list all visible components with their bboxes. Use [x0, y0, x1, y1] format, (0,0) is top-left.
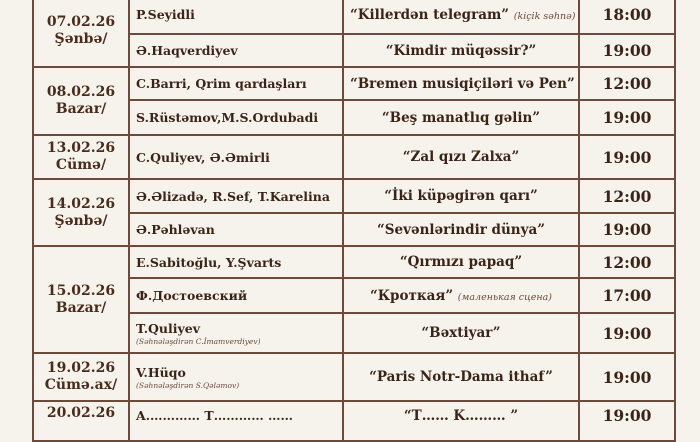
time-cell — [579, 100, 675, 135]
author-cell — [129, 0, 343, 34]
author-cell — [129, 179, 343, 213]
table-row — [33, 353, 675, 401]
author: E.Sabitoğlu, Y.Şvarts — [136, 254, 282, 270]
date: 08.02.26 — [46, 84, 116, 100]
title-cell — [343, 353, 579, 401]
author: S.Rüstəmov,M.S.Ordubadi — [136, 110, 319, 125]
date: 13.02.26 — [46, 140, 116, 156]
play-title: “Qırmızı papaq” — [399, 254, 523, 270]
author-cell — [129, 34, 343, 67]
table-row — [33, 67, 675, 100]
author: C.Quliyev, Ə.Əmirli — [136, 149, 270, 165]
director-note: (Səhnələşdirən S.Qələmov) — [136, 380, 240, 390]
time-cell — [579, 67, 675, 100]
show-time: 18:00 — [602, 5, 652, 24]
table-row — [33, 0, 675, 34]
date-cell — [33, 135, 129, 179]
table-row — [33, 100, 675, 135]
title-cell — [343, 100, 579, 135]
author: T.Quliyev — [136, 320, 200, 336]
play-title: “Bremen musiqiçiləri və Pen” — [350, 75, 575, 92]
time-cell — [579, 179, 675, 213]
time-cell — [579, 135, 675, 179]
author-cell — [129, 67, 343, 100]
show-time: 12:00 — [602, 252, 652, 272]
stage-note: (маленькая сцена) — [457, 291, 552, 303]
table-row — [33, 34, 675, 67]
table-row — [33, 135, 675, 179]
play-title: “Sevənlərindir dünya” — [377, 221, 545, 238]
title-cell — [343, 278, 579, 313]
time-cell — [579, 34, 675, 67]
time-cell — [579, 213, 675, 246]
time-cell — [579, 0, 675, 34]
date-cell — [33, 179, 129, 246]
show-time: 12:00 — [602, 186, 652, 206]
weekday: Cümə/ — [55, 157, 107, 173]
title-cell — [343, 34, 579, 67]
show-time: 17:00 — [602, 286, 652, 305]
date: 20.02.26 — [46, 405, 116, 421]
play-title: “Kimdir müqəssir?” — [385, 42, 537, 59]
time-cell — [579, 246, 675, 278]
table-row — [33, 313, 675, 353]
date: 15.02.26 — [46, 282, 116, 299]
weekday: Cümə.ax/ — [44, 377, 118, 393]
show-time: 12:00 — [602, 74, 652, 93]
title-cell — [343, 213, 579, 246]
performance-schedule-table — [32, 0, 676, 442]
author-cell — [129, 313, 343, 353]
play-title: “Killerdən telegram” — [350, 6, 510, 23]
show-time: 19:00 — [602, 108, 652, 127]
show-time: 19:00 — [602, 147, 652, 167]
table-row — [33, 246, 675, 278]
time-cell — [579, 278, 675, 313]
schedule-sheet — [32, 0, 672, 434]
author-cell — [129, 213, 343, 246]
author: Ə.Pəhləvan — [136, 222, 215, 237]
show-time: 19:00 — [602, 323, 652, 343]
author-cell — [129, 353, 343, 401]
show-time: 19:00 — [602, 367, 652, 387]
author: V.Hüqo — [136, 364, 186, 380]
title-cell — [343, 179, 579, 213]
table-row — [33, 278, 675, 313]
title-cell — [343, 401, 579, 441]
author-cell — [129, 401, 343, 441]
play-title: “Zal qızı Zalxa” — [402, 149, 520, 165]
date-cell — [33, 246, 129, 353]
show-time: 19:00 — [602, 41, 652, 60]
date-cell — [33, 353, 129, 401]
date-cell — [33, 401, 129, 441]
title-cell — [343, 67, 579, 100]
director-note: (Səhnələşdirən C.İmamverdiyev) — [136, 336, 261, 346]
author: Ə.Haqverdiyev — [136, 43, 238, 58]
author: A.………… T………… …… — [136, 408, 294, 423]
author-cell — [129, 278, 343, 313]
author: Ф.Достоевский — [136, 288, 248, 303]
date-cell — [33, 0, 129, 67]
table-row — [33, 179, 675, 213]
weekday: Şənbə/ — [54, 31, 108, 47]
date-cell — [33, 67, 129, 135]
author: Ə.Əlizadə, R.Sef, T.Karelina — [136, 188, 330, 204]
author: C.Barri, Qrim qardaşları — [136, 76, 307, 91]
date: 19.02.26 — [46, 360, 116, 376]
title-cell — [343, 313, 579, 353]
stage-note: (kiçik səhnə) — [513, 10, 576, 22]
author: P.Seyidli — [136, 7, 195, 22]
author-cell — [129, 246, 343, 278]
play-title: “Beş manatlıq gəlin” — [381, 109, 541, 126]
time-cell — [579, 313, 675, 353]
play-title: “Кроткая” — [370, 287, 454, 304]
date: 14.02.26 — [46, 195, 116, 212]
show-time: 19:00 — [602, 406, 652, 425]
show-time: 19:00 — [602, 220, 652, 239]
weekday: Şənbə/ — [54, 212, 108, 229]
table-row — [33, 401, 675, 441]
title-cell — [343, 246, 579, 278]
author-cell — [129, 100, 343, 135]
time-cell — [579, 401, 675, 441]
title-cell — [343, 135, 579, 179]
play-title: “T…… K……… ” — [403, 408, 519, 424]
weekday: Bazar/ — [55, 101, 107, 117]
time-cell — [579, 353, 675, 401]
date: 07.02.26 — [46, 14, 116, 30]
title-cell — [343, 0, 579, 34]
weekday: Bazar/ — [55, 299, 107, 316]
play-title: “Paris Notr-Dama ithaf” — [369, 369, 553, 385]
author-cell — [129, 135, 343, 179]
table-row — [33, 213, 675, 246]
play-title: “İki küpəgirən qarı” — [384, 188, 538, 204]
play-title: “Bəxtiyar” — [421, 325, 501, 341]
